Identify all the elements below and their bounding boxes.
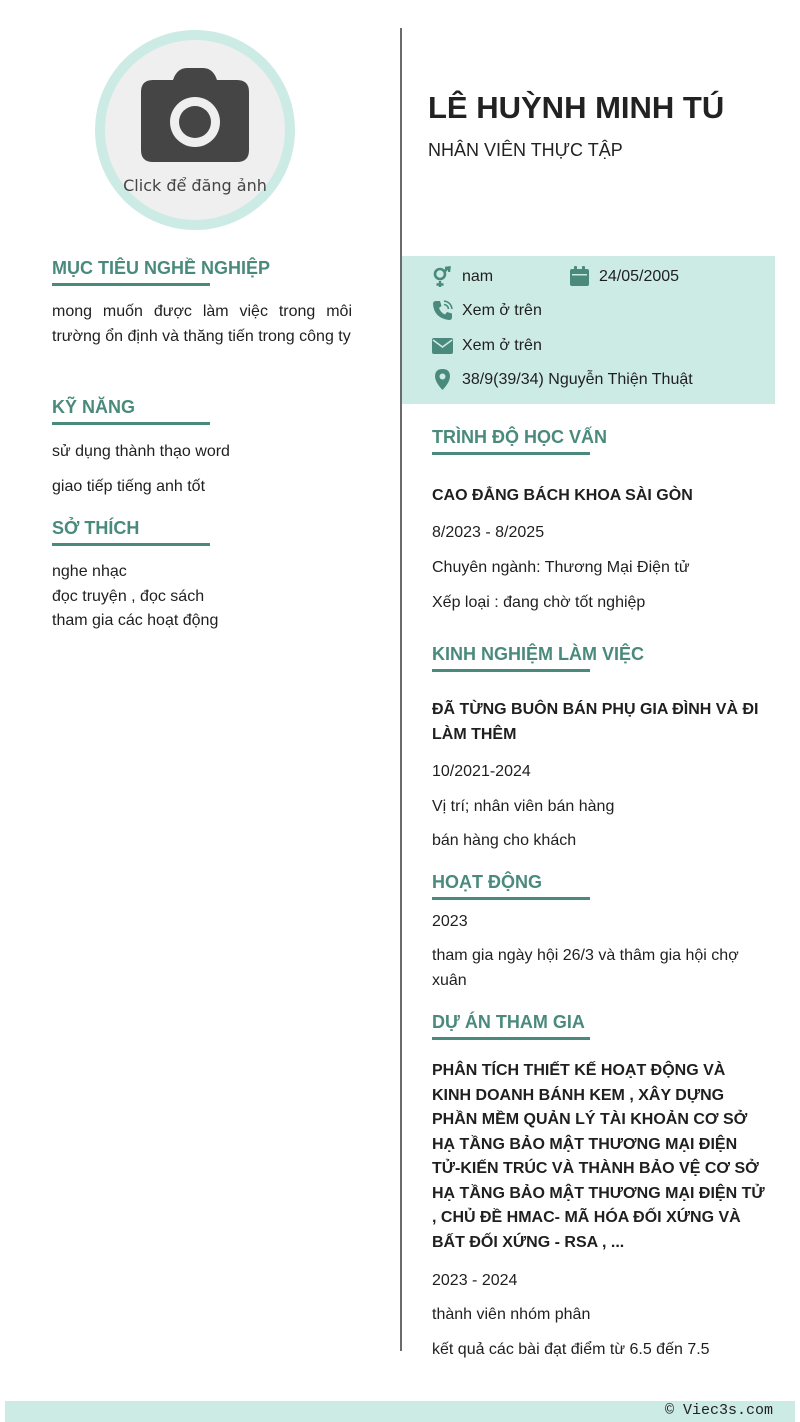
address-item	[432, 369, 693, 390]
hobbies-title: SỞ THÍCH	[52, 518, 210, 546]
contact-panel	[402, 256, 775, 404]
upload-photo-caption: Click để đăng ảnh	[123, 176, 267, 195]
experience-title: KINH NGHIỆM LÀM VIỆC	[432, 644, 590, 672]
hobby-item: nghe nhạc	[52, 563, 127, 580]
projects-title: DỰ ÁN THAM GIA	[432, 1012, 590, 1040]
objective-title: MỤC TIÊU NGHỀ NGHIỆP	[52, 258, 210, 286]
skill-item: giao tiếp tiếng anh tốt	[52, 478, 206, 495]
experience-desc: bán hàng cho khách	[432, 832, 577, 849]
education-rank: Xếp loại : đang chờ tốt nghiệp	[432, 594, 646, 611]
hobby-item: đọc truyện , đọc sách	[52, 587, 205, 605]
gender-text: nam	[462, 267, 494, 285]
education-period: 8/2023 - 8/2025	[432, 524, 545, 541]
birthdate-item	[569, 266, 679, 287]
phone-icon	[432, 300, 453, 321]
project-period: 2023 - 2024	[432, 1272, 518, 1289]
experience-company: ĐÃ TỪNG BUÔN BÁN PHỤ GIA ĐÌNH VÀ ĐI LÀM THÊM	[432, 701, 759, 743]
project-role: thành viên nhóm phân	[432, 1306, 591, 1323]
avatar[interactable]	[95, 30, 295, 230]
hobbies-list	[52, 560, 352, 634]
footer-credit[interactable]: © Viec3s.com	[664, 1402, 773, 1419]
education-major: Chuyên ngành: Thương Mại Điện tử	[432, 559, 690, 576]
experience-role: Vị trí; nhân viên bán hàng	[432, 798, 615, 815]
education-title: TRÌNH ĐỘ HỌC VẤN	[432, 427, 590, 455]
birthdate-text: 24/05/2005	[599, 267, 680, 285]
gender-icon	[432, 266, 453, 287]
project-name: PHÂN TÍCH THIẾT KẾ HOẠT ĐỘNG VÀ KINH DOANH BÁNH KEM , XÂY DỰNG PHẦN MỀM QUẢN LÝ TÀI KHOẢN CƠ SỞ HẠ TẦNG BẢO MẬT THƯƠNG MẠI ĐIỆN TỬ-KIẾN TRÚC VÀ THÀNH BẢO VỆ CƠ SỞ HẠ TẦNG BẢO MẬT THƯƠNG MẠI ĐIỆN TỬ , CHỦ ĐỀ HMAC- MÃ HÓA ĐỐI XỨNG VÀ BẤT ĐỐI XỨNG - RSA , ...	[432, 1062, 765, 1251]
hobby-item: tham gia các hoạt động	[52, 612, 219, 629]
email-item	[432, 335, 542, 356]
avatar-placeholder[interactable]	[105, 40, 285, 220]
email-text: Xem ở trên	[462, 336, 542, 354]
phone-item	[432, 300, 542, 321]
address-text: 38/9(39/34) Nguyễn Thiện Thuật	[462, 370, 693, 388]
calendar-icon	[569, 266, 590, 287]
activity-year: 2023	[432, 913, 468, 930]
objective-text: mong muốn được làm việc trong môi trường ổn định và thăng tiến trong công ty	[52, 303, 352, 345]
job-position: NHÂN VIÊN THỰC TẬP	[428, 140, 623, 160]
full-name: LÊ HUỲNH MINH TÚ	[428, 90, 725, 125]
footer-bar	[5, 1401, 795, 1422]
experience-period: 10/2021-2024	[432, 763, 531, 780]
phone-text: Xem ở trên	[462, 301, 542, 319]
activities-title: HOẠT ĐỘNG	[432, 872, 590, 900]
school-name: CAO ĐẲNG BÁCH KHOA SÀI GÒN	[432, 487, 693, 504]
email-icon	[432, 335, 453, 356]
project-result: kết quả các bài đạt điểm từ 6.5 đến 7.5	[432, 1341, 710, 1358]
location-pin-icon	[432, 369, 453, 390]
column-divider	[400, 28, 402, 1351]
skills-title: KỸ NĂNG	[52, 397, 210, 425]
activity-desc: tham gia ngày hội 26/3 và thâm gia hội chợ xuân	[432, 947, 739, 989]
gender-item	[432, 266, 493, 287]
camera-icon	[141, 68, 249, 162]
skill-item: sử dụng thành thạo word	[52, 443, 230, 460]
